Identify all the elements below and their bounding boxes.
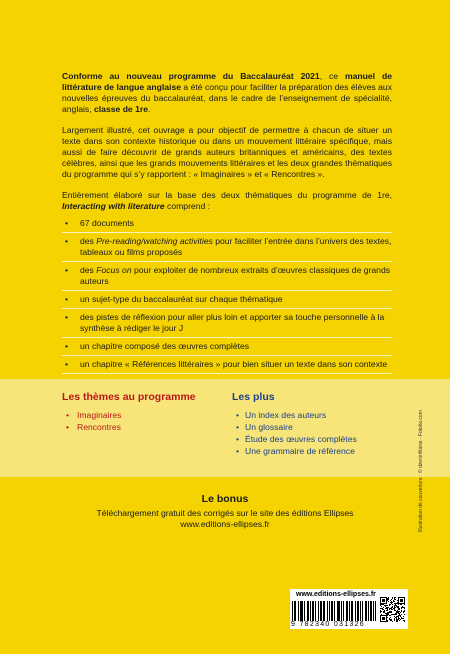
list-item-text-end: pour exploiter de nombreux extraits d’œuvres classiques de grands auteurs (80, 265, 391, 286)
list-item (62, 356, 392, 374)
bonus-line-1: Téléchargement gratuit des corrigés sur le site des éditions Ellipses (96, 508, 354, 518)
list-item (62, 233, 392, 262)
plus-item: • Un index des auteurs (232, 409, 397, 421)
themes-list (62, 409, 212, 433)
intro-bold-2: manuel de littérature de langue anglaise (62, 71, 392, 92)
themes-item: • Rencontres (62, 421, 212, 433)
themes-item: • Imaginaires (62, 409, 212, 421)
list-item-text: des (80, 236, 97, 246)
plus-item: • Une grammaire de référence (232, 445, 397, 457)
list-item-text: un chapitre « Références littéraires » pour bien situer un texte dans son contexte (80, 359, 388, 369)
plus-list (232, 409, 397, 457)
list-item-text: un chapitre composé des œuvres complètes (80, 341, 250, 351)
list-item-italic: Focus on (96, 265, 132, 275)
contents-list (62, 215, 392, 391)
list-item (62, 262, 392, 291)
themes-title: Les thèmes au programme (62, 391, 196, 403)
plus-item: • Un glossaire (232, 421, 397, 433)
list-item (62, 291, 392, 309)
bonus-title: Le bonus (201, 493, 249, 505)
contents-intro (62, 190, 392, 212)
intro-text-1: , ce (319, 71, 345, 81)
list-item-text: 67 documents (80, 218, 134, 228)
highlights-band (0, 379, 450, 477)
isbn-number: 9 782340 031326 (291, 621, 365, 628)
intro-bold-1: Conforme au nouveau programme du Baccalauréat 2021 (62, 71, 320, 81)
list-item-text-end: pour faciliter l’entrée dans l’univers des textes, tableaux ou films proposés (80, 236, 392, 257)
intro-bold-3: classe de 1re (94, 104, 149, 114)
back-cover-text (62, 71, 392, 391)
barcode-icon (292, 601, 376, 621)
contents-intro-text: Entièrement élaboré sur la base des deux thématiques du programme de 1re, (62, 190, 392, 200)
contents-intro-title: Interacting with literature (62, 201, 165, 211)
bonus-block (0, 493, 450, 530)
intro-text-2: a été conçu pour faciliter la préparation des élèves aux nouvelles épreuves du baccalauréat, dans le cadre de l’enseignement de spécialité, anglais, (62, 82, 392, 114)
list-item-text: des (80, 265, 97, 275)
list-item-text: un sujet-type du baccalauréat sur chaque thématique (80, 294, 283, 304)
list-item (62, 309, 392, 338)
contents-intro-end: comprend : (164, 201, 211, 211)
plus-block (232, 391, 397, 457)
intro-paragraph (62, 71, 392, 115)
plus-title: Les plus (232, 391, 275, 403)
description-paragraph: Largement illustré, cet ouvrage a pour objectif de permettre à chacun de situer un texte dans son contexte historique ou dans un mouvement littéraire spécifique, mais aussi de faire découvrir de grands auteurs britanniques et américains, des textes célèbres, ainsi que les grands mouvements littéraires et les deux grandes thématiques du programme qui s’y rapportent : « Imaginaires » et « Rencontres ». (62, 125, 392, 179)
themes-block (62, 391, 212, 433)
qr-code-icon (380, 597, 405, 622)
list-item-italic: Pre-reading/watching activities (96, 236, 213, 246)
bonus-url: www.editions-ellipses.fr (180, 519, 270, 529)
list-item (62, 215, 392, 233)
list-item-text: des pistes de réflexion pour aller plus loin et apporter sa touche personnelle à la synthèse à rédiger le jour J (80, 312, 385, 333)
barcode-url: www.editions-ellipses.fr (296, 591, 376, 598)
list-item (62, 338, 392, 356)
plus-item: • Étude des œuvres complètes (232, 433, 397, 445)
cover-credit: Illustration de couverture : © dzeninfilaise - Fotolia.com (418, 410, 424, 532)
intro-text-3: . (148, 104, 151, 114)
